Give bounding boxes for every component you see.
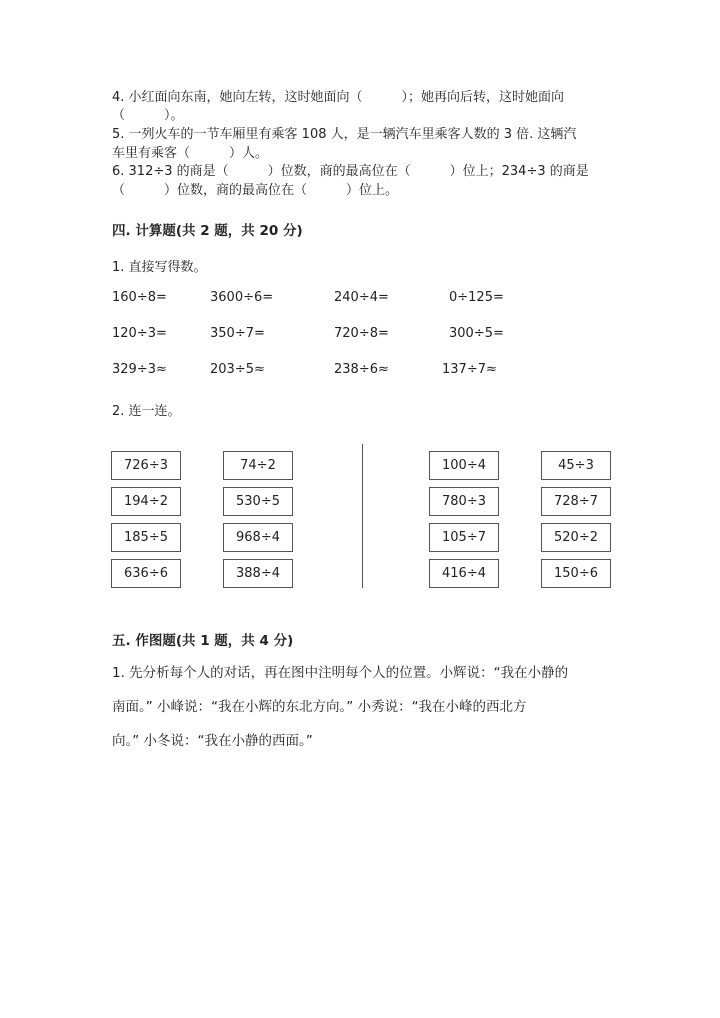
- drawing-question-line2: 南面。” 小峰说：“我在小辉的东北方向。” 小秀说：“我在小峰的西北方: [112, 699, 527, 715]
- calc-item: 720÷8=: [334, 326, 389, 341]
- calc-item: 137÷7≈: [442, 362, 497, 377]
- match-box: 194÷2: [111, 487, 181, 516]
- calc-item: 203÷5≈: [210, 362, 265, 377]
- drawing-question-line1: 1. 先分析每个人的对话，再在图中注明每个人的位置。小辉说：“我在小静的: [112, 665, 569, 681]
- match-box: 520÷2: [541, 523, 611, 552]
- calc-item: 0÷125=: [449, 290, 504, 305]
- match-divider-line: [362, 444, 363, 588]
- calc-item: 120÷3=: [112, 326, 167, 341]
- match-box: 780÷3: [429, 487, 499, 516]
- match-box: 45÷3: [541, 451, 611, 480]
- q5-text-line1: 5. 一列火车的一节车厢里有乘客 108 人，是一辆汽车里乘客人数的 3 倍. 这辆汽: [112, 127, 577, 142]
- match-box: 636÷6: [111, 559, 181, 588]
- calc-item: 240÷4=: [334, 290, 389, 305]
- match-box: 968÷4: [223, 523, 293, 552]
- match-question-title: 2. 连一连。: [112, 404, 181, 419]
- match-box: 74÷2: [223, 451, 293, 480]
- match-box: 416÷4: [429, 559, 499, 588]
- q4-text-line2: （ ）。: [112, 108, 184, 123]
- calc-item: 350÷7=: [210, 326, 265, 341]
- section4-title: 四. 计算题(共 2 题，共 20 分): [112, 223, 303, 239]
- match-box: 100÷4: [429, 451, 499, 480]
- drawing-question-line3: 向。” 小冬说：“我在小静的西面。”: [112, 733, 313, 749]
- q6-text-line1: 6. 312÷3 的商是（ ）位数，商的最高位在（ ）位上；234÷3 的商是: [112, 164, 589, 179]
- match-box: 150÷6: [541, 559, 611, 588]
- match-box: 105÷7: [429, 523, 499, 552]
- calc-item: 238÷6≈: [334, 362, 389, 377]
- calc-item: 160÷8=: [112, 290, 167, 305]
- q6-text-line2: （ ）位数，商的最高位在（ ）位上。: [112, 183, 399, 198]
- calc-item: 300÷5=: [449, 326, 504, 341]
- calc-question-title: 1. 直接写得数。: [112, 260, 207, 275]
- q4-text-line1: 4. 小红面向东南，她向左转，这时她面向（ ）；她再向后转，这时她面向: [112, 90, 565, 105]
- q5-text-line2: 车里有乘客（ ）人。: [112, 146, 269, 161]
- section5-title: 五. 作图题(共 1 题，共 4 分): [112, 633, 294, 649]
- calc-item: 3600÷6=: [210, 290, 274, 305]
- match-box: 726÷3: [111, 451, 181, 480]
- match-box: 530÷5: [223, 487, 293, 516]
- match-box: 728÷7: [541, 487, 611, 516]
- calc-item: 329÷3≈: [112, 362, 167, 377]
- match-box: 388÷4: [223, 559, 293, 588]
- match-box: 185÷5: [111, 523, 181, 552]
